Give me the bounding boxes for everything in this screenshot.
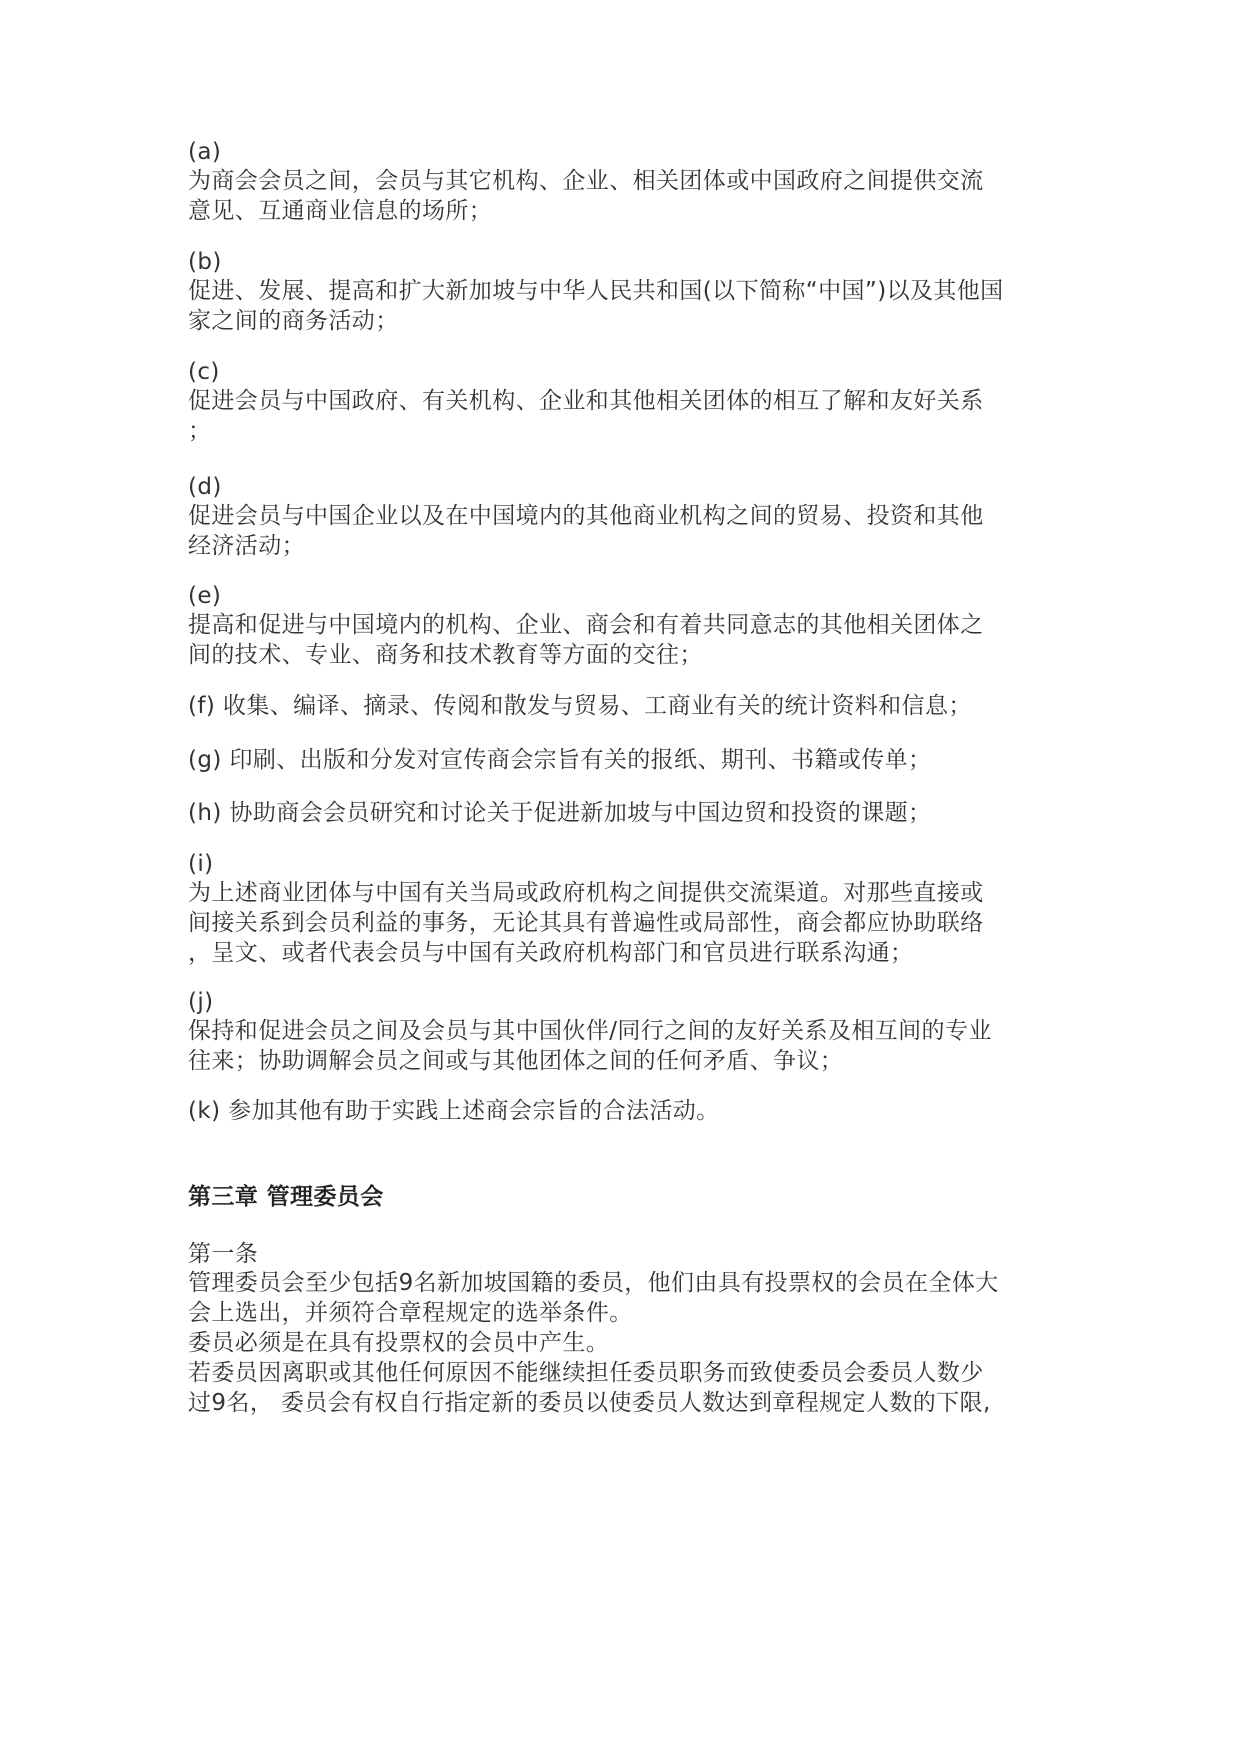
item-d-line-1: 促进会员与中国企业以及在中国境内的其他商业机构之间的贸易、投资和其他 — [188, 503, 984, 529]
item-b-line-1: 促进、发展、提高和扩大新加坡与中华人民共和国(以下简称“中国”)以及其他国 — [188, 278, 1004, 304]
item-j-label: (j) — [188, 989, 214, 1015]
item-c-line-2: ； — [188, 418, 212, 444]
item-a-label: (a) — [188, 139, 222, 165]
item-j-line-2: 往来；协助调解会员之间或与其他团体之间的任何矛盾、争议； — [188, 1048, 844, 1074]
item-i-line-1: 为上述商业团体与中国有关当局或政府机构之间提供交流渠道。对那些直接或 — [188, 880, 984, 906]
item-d-label: (d) — [188, 474, 222, 500]
item-c-label: (c) — [188, 359, 220, 385]
item-g: (g) 印刷、出版和分发对宣传商会宗旨有关的报纸、期刊、书籍或传单； — [188, 747, 932, 773]
article-1-line-5: 过9名， 委员会有权自行指定新的委员以使委员人数达到章程规定人数的下限, — [188, 1390, 991, 1416]
item-d-line-2: 经济活动； — [188, 533, 305, 559]
item-i-label: (i) — [188, 851, 214, 877]
item-e-line-1: 提高和促进与中国境内的机构、企业、商会和有着共同意志的其他相关团体之 — [188, 612, 984, 638]
item-i-line-3: ，呈文、或者代表会员与中国有关政府机构部门和官员进行联系沟通； — [188, 940, 914, 966]
article-1-line-1: 管理委员会至少包括9名新加坡国籍的委员，他们由具有投票权的会员在全体大 — [188, 1270, 999, 1296]
article-1-line-4: 若委员因离职或其他任何原因不能继续担任委员职务而致使委员会委员人数少 — [188, 1360, 984, 1386]
chapter-heading: 第三章 管理委员会 — [188, 1184, 384, 1210]
item-i-line-2: 间接关系到会员利益的事务，无论其具有普遍性或局部性，商会都应协助联络 — [188, 910, 984, 936]
article-1-line-2: 会上选出，并须符合章程规定的选举条件。 — [188, 1300, 633, 1326]
item-a-line-1: 为商会会员之间，会员与其它机构、企业、相关团体或中国政府之间提供交流 — [188, 168, 984, 194]
item-c-line-1: 促进会员与中国政府、有关机构、企业和其他相关团体的相互了解和友好关系 — [188, 388, 984, 414]
item-b-line-2: 家之间的商务活动； — [188, 308, 399, 334]
item-k: (k) 参加其他有助于实践上述商会宗旨的合法活动。 — [188, 1098, 720, 1124]
item-e-line-2: 间的技术、专业、商务和技术教育等方面的交往； — [188, 642, 703, 668]
article-1-line-3: 委员必须是在具有投票权的会员中产生。 — [188, 1330, 610, 1356]
item-j-line-1: 保持和促进会员之间及会员与其中国伙伴/同行之间的友好关系及相互间的专业 — [188, 1018, 992, 1044]
item-e-label: (e) — [188, 583, 222, 609]
item-a-line-2: 意见、互通商业信息的场所； — [188, 198, 493, 224]
item-f: (f) 收集、编译、摘录、传阅和散发与贸易、工商业有关的统计资料和信息； — [188, 693, 972, 719]
item-h: (h) 协助商会会员研究和讨论关于促进新加坡与中国边贸和投资的课题； — [188, 800, 932, 826]
item-b-label: (b) — [188, 249, 222, 275]
article-1-label: 第一条 — [188, 1241, 259, 1267]
